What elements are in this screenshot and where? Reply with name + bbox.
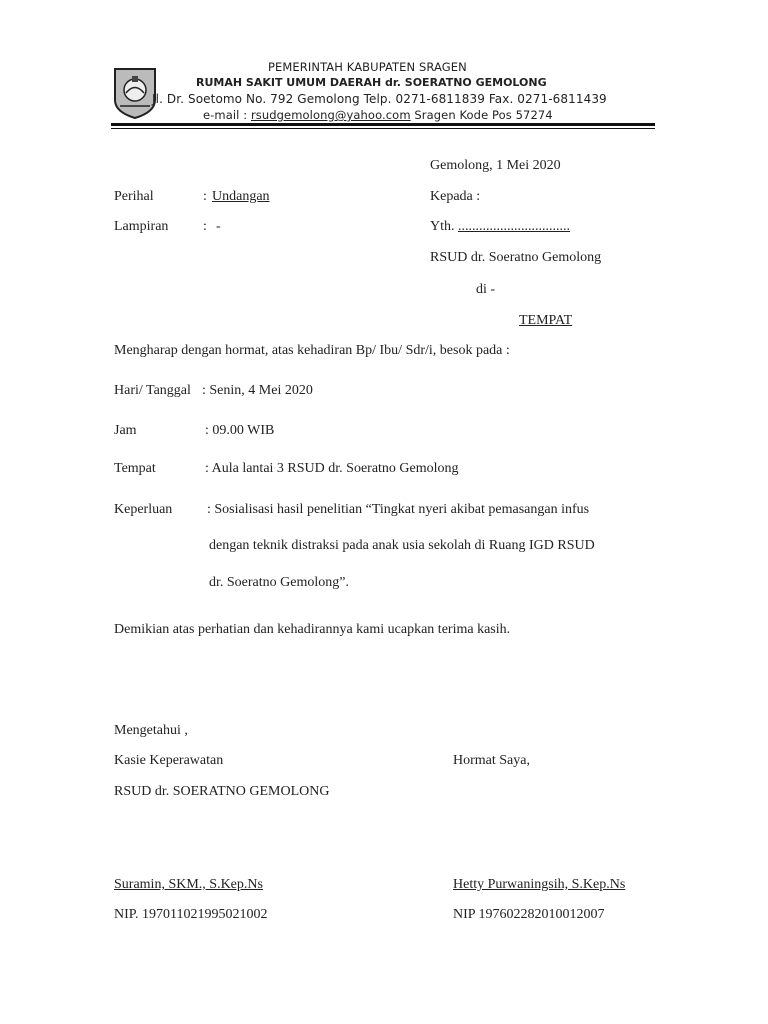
keperluan-label: Keperluan (114, 502, 173, 517)
opening-paragraph: Mengharap dengan hormat, atas kehadiran Bp/ Ibu/ Sdr/i, besok pada : (114, 343, 510, 358)
hari-label: Hari/ Tanggal (114, 383, 191, 398)
jam-label: Jam (114, 423, 137, 438)
recipient-tempat: TEMPAT (519, 313, 573, 328)
perihal-value: Undangan (212, 189, 270, 204)
yth-blank: ................................ (458, 219, 570, 234)
right-signer-name: Hetty Purwaningsih, S.Kep.Ns (453, 877, 626, 892)
left-signer-name: Suramin, SKM., S.Kep.Ns (114, 877, 263, 892)
recipient-org: RSUD dr. Soeratno Gemolong (430, 250, 602, 265)
recipient-kepada: Kepada : (430, 189, 481, 204)
keperluan-line-1: : Sosialisasi hasil penelitian “Tingkat nyeri akibat pemasangan infus (207, 502, 590, 517)
letterhead-government: PEMERINTAH KABUPATEN SRAGEN (268, 60, 467, 74)
letterhead-rule-thick (111, 123, 655, 126)
tempat-label: Tempat (114, 461, 156, 476)
lampiran-label: Lampiran (114, 219, 169, 234)
letter-date: Gemolong, 1 Mei 2020 (430, 158, 561, 173)
right-signer-title: Hormat Saya, (453, 753, 530, 768)
letterhead-address: Jl. Dr. Soetomo No. 792 Gemolong Telp. 0271-6811839 Fax. 0271-6811439 (152, 92, 607, 106)
email-suffix: Sragen Kode Pos 57274 (410, 108, 553, 122)
recipient-yth (430, 219, 570, 235)
keperluan-line-3: dr. Soeratno Gemolong”. (209, 575, 349, 590)
letterhead-email-line (203, 108, 553, 122)
left-signer-nip: NIP. 197011021995021002 (114, 907, 268, 922)
right-signer-nip: NIP 197602282010012007 (453, 907, 605, 922)
closing-paragraph: Demikian atas perhatian dan kehadirannya kami ucapkan terima kasih. (114, 622, 511, 637)
email-link[interactable]: rsudgemolong@yahoo.com (250, 108, 411, 122)
yth-label: Yth. (430, 219, 455, 234)
mengetahui: Mengetahui , (114, 723, 188, 738)
lampiran-value: - (216, 219, 221, 234)
left-signer-title: Kasie Keperawatan (114, 753, 224, 768)
letterhead-rule-thin (111, 128, 655, 129)
perihal-sep: : (203, 189, 207, 204)
email-prefix: e-mail : (203, 108, 251, 122)
tempat-value: : Aula lantai 3 RSUD dr. Soeratno Gemolong (205, 461, 459, 476)
keperluan-line-2: dengan teknik distraksi pada anak usia sekolah di Ruang IGD RSUD (209, 538, 595, 553)
letterhead-hospital-name: RUMAH SAKIT UMUM DAERAH dr. SOERATNO GEMOLONG (196, 76, 547, 89)
jam-value: : 09.00 WIB (205, 423, 275, 438)
recipient-di: di - (476, 282, 496, 297)
left-signer-org: RSUD dr. SOERATNO GEMOLONG (114, 784, 330, 799)
hari-value: : Senin, 4 Mei 2020 (202, 383, 313, 398)
lampiran-sep: : (203, 219, 207, 234)
perihal-label: Perihal (114, 189, 154, 204)
